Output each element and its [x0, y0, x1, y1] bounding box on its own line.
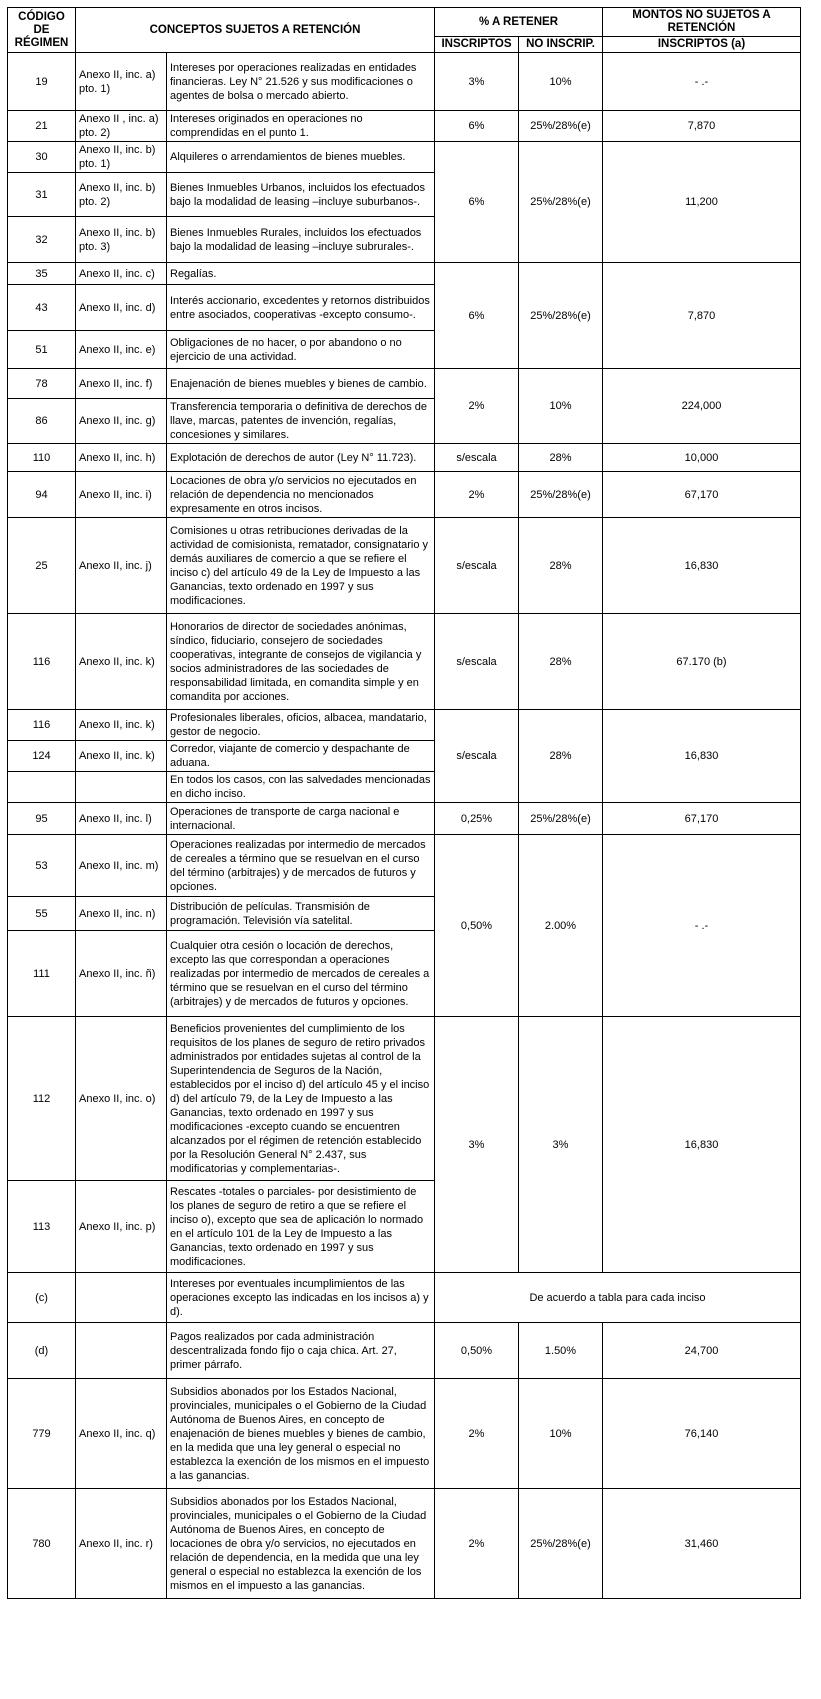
row-code: 32: [8, 217, 76, 263]
header-percent: % A RETENER: [435, 8, 603, 37]
row-anexo: [76, 1273, 167, 1323]
monto-no-sujeto: - .-: [603, 835, 801, 1017]
row-code: 780: [8, 1489, 76, 1599]
row-anexo: Anexo II, inc. j): [76, 518, 167, 614]
pct-no-inscriptos: 28%: [519, 518, 603, 614]
row-concept: Interés accionario, excedentes y retornos distribuidos entre asociados, cooperativas -excepto consumo-.: [167, 285, 435, 331]
row-anexo: Anexo II, inc. c): [76, 263, 167, 285]
pct-no-inscriptos: 25%/28%(e): [519, 263, 603, 369]
row-code: 51: [8, 331, 76, 369]
row-concept: Intereses originados en operaciones no comprendidas en el punto 1.: [167, 111, 435, 142]
row-code: 19: [8, 53, 76, 111]
monto-no-sujeto: 11,200: [603, 142, 801, 263]
row-concept: Profesionales liberales, oficios, albacea, mandatario, gestor de negocio.: [167, 710, 435, 741]
pct-no-inscriptos: 25%/28%(e): [519, 142, 603, 263]
pct-inscriptos: 0,50%: [435, 835, 519, 1017]
pct-inscriptos: s/escala: [435, 444, 519, 472]
row-code: 86: [8, 399, 76, 444]
header-no-inscriptos: NO INSCRIP.: [519, 37, 603, 53]
row-code: 25: [8, 518, 76, 614]
pct-no-inscriptos: 1.50%: [519, 1323, 603, 1379]
row-anexo: Anexo II, inc. k): [76, 741, 167, 772]
monto-no-sujeto: 24,700: [603, 1323, 801, 1379]
retention-table: [7, 7, 801, 1599]
row-code: 112: [8, 1017, 76, 1181]
header-montos: MONTOS NO SUJETOS A RETENCIÓN: [603, 8, 801, 37]
row-anexo: Anexo II, inc. b) pto. 2): [76, 173, 167, 217]
pct-no-inscriptos: 10%: [519, 369, 603, 444]
pct-no-inscriptos: 3%: [519, 1017, 603, 1273]
row-concept: Rescates -totales o parciales- por desistimiento de los planes de seguro de retiro a que se refiere el inciso o), excepto que sea de aplicación lo normado en el artículo 101 de la Ley de Impuesto a las Ganancias, texto ordenado en 1997 y sus modificaciones.: [167, 1181, 435, 1273]
table-row: [8, 614, 801, 710]
table-row: [8, 1273, 801, 1323]
row-code: 110: [8, 444, 76, 472]
row-code: (c): [8, 1273, 76, 1323]
row-concept: Operaciones de transporte de carga nacional e internacional.: [167, 803, 435, 835]
row-code: 111: [8, 931, 76, 1017]
row-concept: Transferencia temporaria o definitiva de derechos de llave, marcas, patentes de invención, regalías, concesiones y similares.: [167, 399, 435, 444]
pct-inscriptos: s/escala: [435, 710, 519, 803]
pct-inscriptos: 2%: [435, 1489, 519, 1599]
pct-inscriptos: 2%: [435, 472, 519, 518]
pct-inscriptos: 0,25%: [435, 803, 519, 835]
row-concept: Subsidios abonados por los Estados Nacional, provinciales, municipales o el Gobierno de la Ciudad Autónoma de Buenos Aires, en concepto de enajenación de bienes muebles y bienes de cambio, en la medida que una ley general o especial no establezca la exención de los mismos en el impuesto a las ganancias.: [167, 1379, 435, 1489]
row-code: 779: [8, 1379, 76, 1489]
monto-no-sujeto: 76,140: [603, 1379, 801, 1489]
row-anexo: Anexo II, inc. d): [76, 285, 167, 331]
table-row: [8, 1379, 801, 1489]
table-row: [8, 1323, 801, 1379]
row-concept: Honorarios de director de sociedades anónimas, síndico, fiduciario, consejero de sociedades cooperativas, integrante de consejos de vigilancia y socios administradores de las sociedades de responsabilidad limitada, en comandita simple y en comandita por acciones.: [167, 614, 435, 710]
pct-inscriptos: 3%: [435, 1017, 519, 1273]
monto-no-sujeto: 16,830: [603, 1017, 801, 1273]
row-code: 78: [8, 369, 76, 399]
table-row: [8, 111, 801, 142]
pct-inscriptos: 2%: [435, 1379, 519, 1489]
row-anexo: Anexo II, inc. ñ): [76, 931, 167, 1017]
row-anexo: Anexo II, inc. e): [76, 331, 167, 369]
pct-no-inscriptos: 25%/28%(e): [519, 472, 603, 518]
row-anexo: Anexo II, inc. k): [76, 614, 167, 710]
table-row: [8, 803, 801, 835]
row-anexo: Anexo II, inc. p): [76, 1181, 167, 1273]
pct-inscriptos: 0,50%: [435, 1323, 519, 1379]
monto-no-sujeto: - .-: [603, 53, 801, 111]
row-anexo: Anexo II, inc. r): [76, 1489, 167, 1599]
row-code: 113: [8, 1181, 76, 1273]
table-row: [8, 142, 801, 173]
pct-inscriptos: 6%: [435, 263, 519, 369]
header-codigo: CÓDIGO DE RÉGIMEN: [8, 8, 76, 53]
row-anexo: Anexo II, inc. l): [76, 803, 167, 835]
pct-no-inscriptos: 10%: [519, 1379, 603, 1489]
pct-no-inscriptos: 10%: [519, 53, 603, 111]
row-concept: Bienes Inmuebles Urbanos, incluidos los efectuados bajo la modalidad de leasing –incluye suburbanos-.: [167, 173, 435, 217]
row-code: 116: [8, 710, 76, 741]
row-anexo: [76, 772, 167, 803]
row-concept: Obligaciones de no hacer, o por abandono o no ejercicio de una actividad.: [167, 331, 435, 369]
pct-no-inscriptos: 25%/28%(e): [519, 803, 603, 835]
row-concept: Distribución de películas. Transmisión de programación. Televisión vía satelital.: [167, 897, 435, 931]
row-anexo: Anexo II, inc. h): [76, 444, 167, 472]
row-code: 30: [8, 142, 76, 173]
row-anexo: [76, 1323, 167, 1379]
monto-no-sujeto: 67,170: [603, 803, 801, 835]
row-concept: Subsidios abonados por los Estados Nacional, provinciales, municipales o el Gobierno de la Ciudad Autónoma de Buenos Aires, en concepto de locaciones de obra y/o servicios, no ejecutados en relación de dependencia, en la medida que una ley general o especial no establezca la exención de los mismos en el impuesto a las ganancias.: [167, 1489, 435, 1599]
header-conceptos: CONCEPTOS SUJETOS A RETENCIÓN: [76, 8, 435, 53]
table-row: [8, 53, 801, 111]
row-concept: Intereses por eventuales incumplimientos de las operaciones excepto las indicadas en los incisos a) y d).: [167, 1273, 435, 1323]
pct-inscriptos: 2%: [435, 369, 519, 444]
monto-no-sujeto: 31,460: [603, 1489, 801, 1599]
row-anexo: Anexo II, inc. f): [76, 369, 167, 399]
row-code: 55: [8, 897, 76, 931]
row-code: 21: [8, 111, 76, 142]
row-concept: Bienes Inmuebles Rurales, incluidos los efectuados bajo la modalidad de leasing –incluye subrurales-.: [167, 217, 435, 263]
pct-inscriptos: 3%: [435, 53, 519, 111]
row-concept: Pagos realizados por cada administración descentralizada fondo fijo o caja chica. Art. 27, primer párrafo.: [167, 1323, 435, 1379]
monto-no-sujeto: 224,000: [603, 369, 801, 444]
pct-no-inscriptos: 28%: [519, 710, 603, 803]
row-anexo: Anexo II, inc. n): [76, 897, 167, 931]
header-inscriptos: INSCRIPTOS: [435, 37, 519, 53]
pct-no-inscriptos: 28%: [519, 614, 603, 710]
table-row: [8, 710, 801, 741]
monto-no-sujeto: 16,830: [603, 710, 801, 803]
pct-inscriptos: s/escala: [435, 614, 519, 710]
row-anexo: Anexo II, inc. o): [76, 1017, 167, 1181]
pct-no-inscriptos: 25%/28%(e): [519, 1489, 603, 1599]
row-code: 53: [8, 835, 76, 897]
row-code: 95: [8, 803, 76, 835]
row-anexo: Anexo II, inc. i): [76, 472, 167, 518]
row-anexo: Anexo II, inc. a) pto. 1): [76, 53, 167, 111]
row-anexo: Anexo II, inc. q): [76, 1379, 167, 1489]
row-concept: Regalías.: [167, 263, 435, 285]
pct-inscriptos: 6%: [435, 142, 519, 263]
table-row: [8, 444, 801, 472]
monto-no-sujeto: 16,830: [603, 518, 801, 614]
row-anexo: Anexo II, inc. m): [76, 835, 167, 897]
row-concept: Enajenación de bienes muebles y bienes de cambio.: [167, 369, 435, 399]
pct-no-inscriptos: 2.00%: [519, 835, 603, 1017]
pct-inscriptos: s/escala: [435, 518, 519, 614]
pct-no-inscriptos: 28%: [519, 444, 603, 472]
row-concept: Locaciones de obra y/o servicios no ejecutados en relación de dependencia no mencionados expresamente en otros incisos.: [167, 472, 435, 518]
pct-inscriptos: 6%: [435, 111, 519, 142]
row-concept: Beneficios provenientes del cumplimiento de los requisitos de los planes de seguro de retiro privados administrados por entidades sujetas al control de la Superintendencia de Seguros de la Nación, establecidos por el inciso d) del artículo 45 y el inciso d) del artículo 79, de la Ley de Impuesto a las Ganancias, texto ordenado en 1997 y sus modificaciones -excepto cuando se encuentren alcanzados por el régimen de retención establecido por la Resolución General N° 2.437, sus modificatorias y complementarias-.: [167, 1017, 435, 1181]
row-concept: Comisiones u otras retribuciones derivadas de la actividad de comisionista, rematador, consignatario y demás auxiliares de comercio a que se refiere el inciso c) del artículo 49 de la Ley de Impuesto a las Ganancias, texto ordenado en 1997 y sus modificaciones.: [167, 518, 435, 614]
row-code: 116: [8, 614, 76, 710]
row-anexo: Anexo II, inc. b) pto. 3): [76, 217, 167, 263]
table-row: [8, 835, 801, 897]
row-concept: Corredor, viajante de comercio y despachante de aduana.: [167, 741, 435, 772]
row-anexo: Anexo II, inc. g): [76, 399, 167, 444]
row-concept: Intereses por operaciones realizadas en entidades financieras. Ley N° 21.526 y sus modificaciones o agentes de bolsa o mercado abierto.: [167, 53, 435, 111]
row-code: 31: [8, 173, 76, 217]
row-code: [8, 772, 76, 803]
row-concept: Alquileres o arrendamientos de bienes muebles.: [167, 142, 435, 173]
monto-no-sujeto: 7,870: [603, 111, 801, 142]
row-anexo: Anexo II, inc. b) pto. 1): [76, 142, 167, 173]
row-concept: Explotación de derechos de autor (Ley N° 11.723).: [167, 444, 435, 472]
table-note: De acuerdo a tabla para cada inciso: [435, 1273, 801, 1323]
header-montos-inscriptos: INSCRIPTOS (a): [603, 37, 801, 53]
table-row: [8, 1489, 801, 1599]
row-anexo: Anexo II , inc. a) pto. 2): [76, 111, 167, 142]
row-anexo: Anexo II, inc. k): [76, 710, 167, 741]
table-row: [8, 263, 801, 285]
row-concept: En todos los casos, con las salvedades mencionadas en dicho inciso.: [167, 772, 435, 803]
table-row: [8, 1017, 801, 1181]
monto-no-sujeto: 10,000: [603, 444, 801, 472]
pct-no-inscriptos: 25%/28%(e): [519, 111, 603, 142]
row-concept: Cualquier otra cesión o locación de derechos, excepto las que correspondan a operaciones realizadas por intermedio de mercados de cereales a término que se resuelvan en el curso del término (arbitrajes) y de mercados de futuros y opciones.: [167, 931, 435, 1017]
monto-no-sujeto: 7,870: [603, 263, 801, 369]
row-concept: Operaciones realizadas por intermedio de mercados de cereales a término que se resuelvan en el curso del término (arbitrajes) y de mercados de futuros y opciones.: [167, 835, 435, 897]
monto-no-sujeto: 67,170: [603, 472, 801, 518]
table-row: [8, 369, 801, 399]
row-code: (d): [8, 1323, 76, 1379]
table-row: [8, 518, 801, 614]
row-code: 94: [8, 472, 76, 518]
row-code: 35: [8, 263, 76, 285]
monto-no-sujeto: 67.170 (b): [603, 614, 801, 710]
table-row: [8, 472, 801, 518]
row-code: 43: [8, 285, 76, 331]
row-code: 124: [8, 741, 76, 772]
